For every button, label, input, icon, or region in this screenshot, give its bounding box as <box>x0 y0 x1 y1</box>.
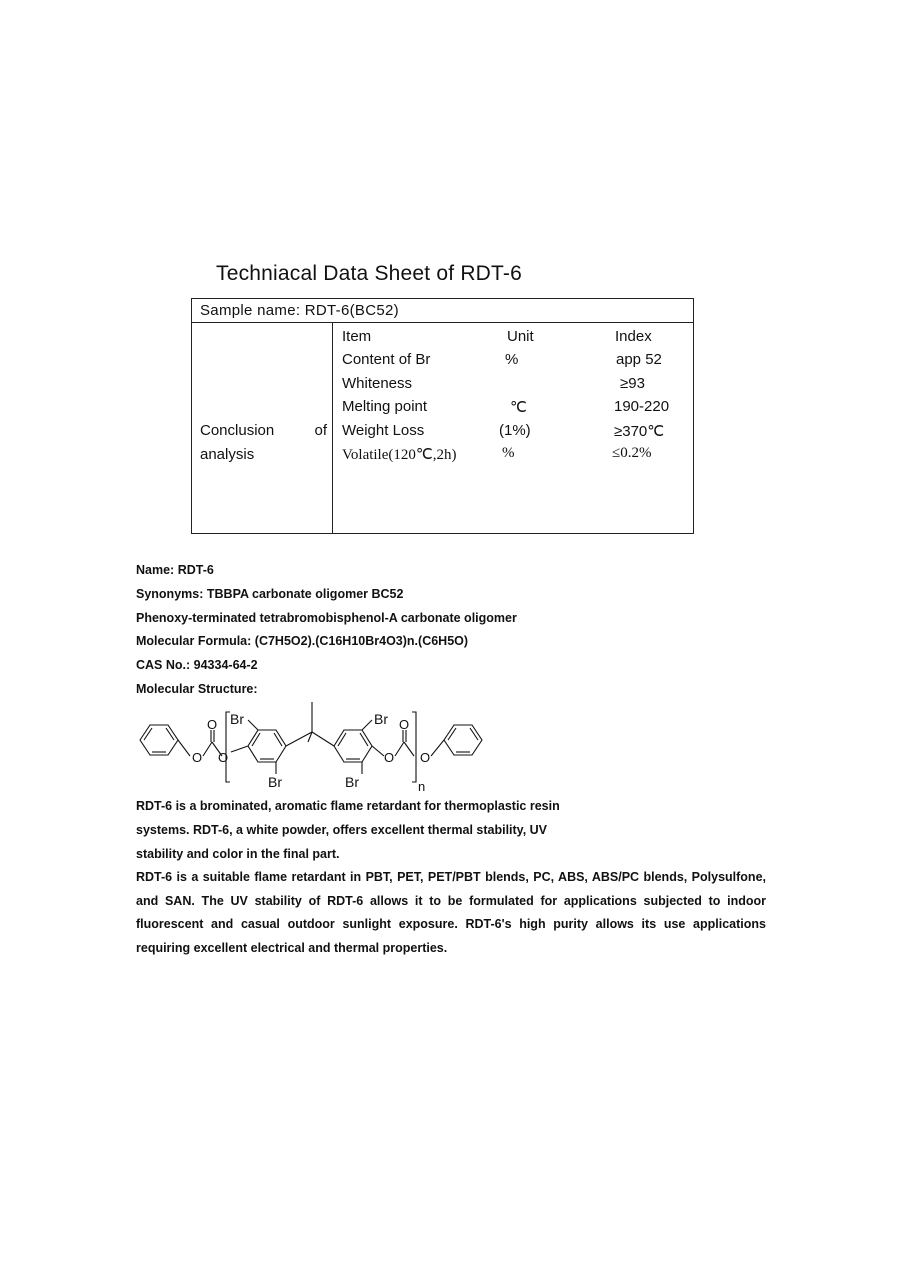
spec-table <box>191 298 694 534</box>
repeat-bracket-right <box>412 712 416 782</box>
carbonyl-oxygen-label: O <box>399 717 410 732</box>
phenyl-ring-brominated-right <box>334 730 372 762</box>
row-unit: % <box>502 445 515 461</box>
oxygen-label: O <box>384 750 395 765</box>
oxygen-label: O <box>218 750 229 765</box>
row-item: Content of Br <box>342 351 431 368</box>
document-title: Techniacal Data Sheet of RDT-6 <box>216 262 522 285</box>
row-index: ≥93 <box>620 375 645 392</box>
synonyms-value: TBBPA carbonate oligomer BC52 <box>206 587 404 601</box>
bromine-label: Br <box>230 711 244 727</box>
name-label: Name: <box>136 563 175 577</box>
name-value: RDT-6 <box>177 563 214 577</box>
formula-line <box>136 634 468 648</box>
carbonyl-oxygen-label: O <box>207 717 218 732</box>
row-unit: (1%) <box>499 422 531 439</box>
paragraph1-line: systems. RDT-6, a white powder, offers excellent thermal stability, UV <box>136 823 548 837</box>
cas-value: 94334-64-2 <box>193 658 258 672</box>
oxygen-label: O <box>192 750 203 765</box>
paragraph2: RDT-6 is a suitable flame retardant in PBT, PET, PET/PBT blends, PC, ABS, ABS/PC blends, Polysulfone, and SAN. The UV stability of RDT-6 allows it to be formulated for applications subjected to indoor fluorescent and casual outdoor sunlight exposure. RDT-6's high purity allows its use applications requiring excellent electrical and thermal properties. <box>136 870 766 955</box>
row-index: ≥370℃ <box>614 423 665 440</box>
bromine-label: Br <box>345 774 359 790</box>
row-unit: % <box>505 351 519 368</box>
row-unit: ℃ <box>510 400 527 416</box>
row-item: Melting point <box>342 398 428 415</box>
analysis-label: analysis <box>200 446 255 463</box>
header-unit: Unit <box>507 328 534 345</box>
conclusion-cell <box>192 323 333 533</box>
conclusion-label: Conclusion of <box>200 422 327 439</box>
cas-line <box>136 658 258 672</box>
bromine-label: Br <box>374 711 388 727</box>
molecular-structure-diagram <box>130 700 500 792</box>
header-item: Item <box>342 328 372 345</box>
row-item: Weight Loss <box>342 422 425 439</box>
name-line <box>136 563 214 577</box>
formula-value: (C7H5O2).(C16H10Br4O3)n.(C6H5O) <box>254 634 469 648</box>
row-index: ≤0.2% <box>612 445 652 461</box>
synonym-line-2: Phenoxy-terminated tetrabromobisphenol-A carbonate oligomer <box>136 611 517 625</box>
row-item: Volatile(120℃,2h) <box>342 447 457 463</box>
formula-label: Molecular Formula: <box>136 634 252 648</box>
row-index: 190-220 <box>614 398 670 415</box>
repeat-n-label: n <box>418 779 426 792</box>
header-index: Index <box>615 328 652 345</box>
structure-label: Molecular Structure: <box>136 682 258 696</box>
phenyl-ring-right <box>444 725 482 755</box>
row-item: Whiteness <box>342 375 413 392</box>
synonyms-line <box>136 587 403 601</box>
paragraph1-line: stability and color in the final part. <box>136 847 340 861</box>
bromine-label: Br <box>268 774 282 790</box>
phenyl-ring-left <box>140 725 178 755</box>
cas-label: CAS No.: <box>136 658 191 672</box>
oxygen-label: O <box>420 750 431 765</box>
paragraph1-line: RDT-6 is a brominated, aromatic flame retardant for thermoplastic resin <box>136 799 560 813</box>
row-index: app 52 <box>616 351 662 368</box>
synonyms-label: Synonyms: <box>136 587 204 601</box>
sample-name-row: Sample name: RDT-6(BC52) <box>192 299 693 323</box>
phenyl-ring-brominated-left <box>248 730 286 762</box>
